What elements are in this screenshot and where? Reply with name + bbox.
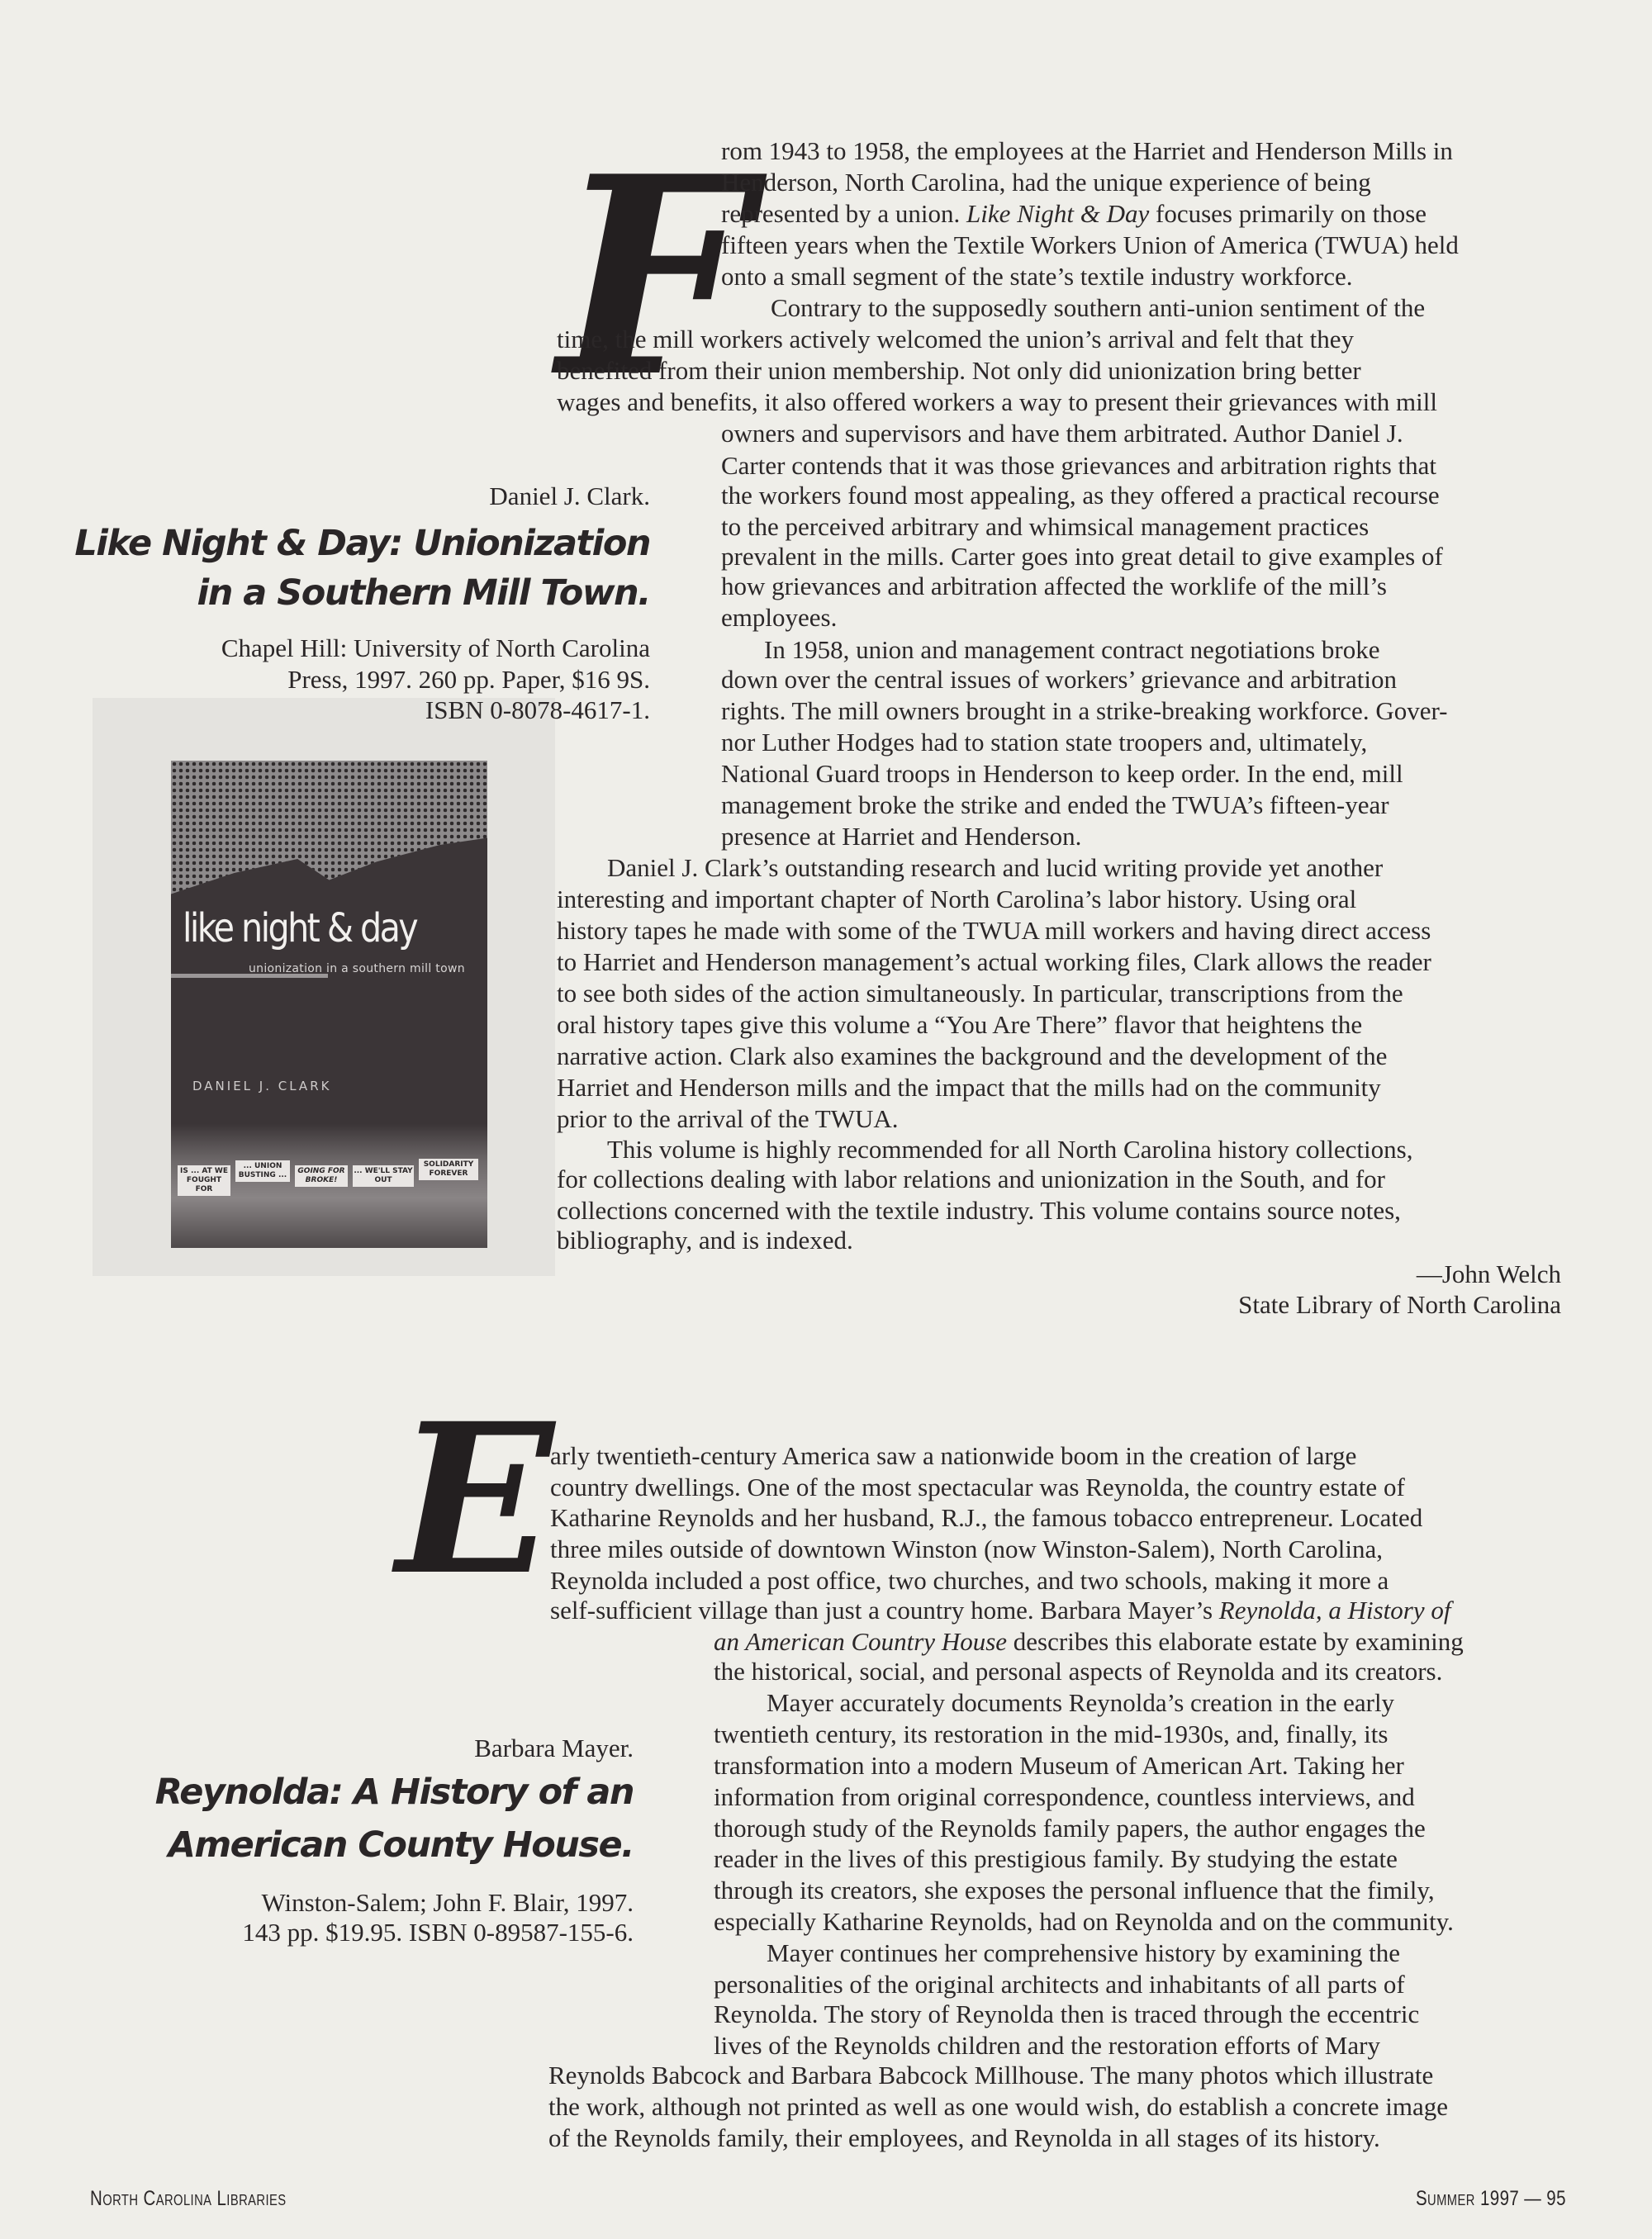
review1-body-line: fifteen years when the Textile Workers Union of America (TWUA) held [721, 230, 1459, 259]
review1-body-line: Harriet and Henderson mills and the impact that the mills had on the community [557, 1073, 1381, 1102]
review2-body-line: of the Reynolds family, their employees, and Reynolda in all stages of its history. [548, 2123, 1380, 2152]
review2-body-line: Reynolda. The story of Reynolda then is traced through the eccentric [714, 1999, 1420, 2028]
review2-body-line: especially Katharine Reynolds, had on Reynolda and on the community. [714, 1907, 1454, 1936]
review2-body-line: arly twentieth-century America saw a nationwide boom in the creation of large [550, 1441, 1357, 1470]
review2-isbn: 143 pp. $19.95. ISBN 0-89587-155-6. [242, 1918, 634, 1947]
footer-issue-page: Summer 1997 — 95 [1416, 2187, 1566, 2210]
review1-body-line: management broke the strike and ended the TWUA’s fifteen-year [721, 790, 1389, 819]
protest-sign: ... WE'LL STAY OUT [353, 1165, 414, 1187]
review1-body-line: National Guard troops in Henderson to keep order. In the end, mill [721, 759, 1403, 788]
italic-book-title: Reynolda, a History of [1218, 1596, 1451, 1625]
review1-body-line: wages and benefits, it also offered workers a way to present their grievances with mill [557, 387, 1438, 416]
review1-body-line: rom 1943 to 1958, the employees at the Harriet and Henderson Mills in [721, 136, 1453, 165]
review2-author: Barbara Mayer. [474, 1734, 634, 1762]
review1-body-line: prevalent in the mills. Carter goes into great detail to give examples of [721, 542, 1443, 571]
drop-cap-f: F [558, 116, 752, 437]
review2-title-line-2: American County House. [168, 1824, 634, 1866]
review1-body-line: Contrary to the supposedly southern anti-union sentiment of the [771, 293, 1426, 322]
protest-sign: ... UNION BUSTING ... [235, 1160, 290, 1182]
review1-body-line: how grievances and arbitration affected the worklife of the mill’s [721, 572, 1387, 600]
reviewer-name: —John Welch [1416, 1259, 1561, 1288]
review1-body-line: the workers found most appealing, as they offered a practical recourse [721, 481, 1440, 510]
drop-cap-e: E [396, 1378, 554, 1620]
cover-lace-pattern [171, 761, 487, 901]
italic-book-title: Like Night & Day [966, 199, 1150, 228]
review1-body-line: This volume is highly recommended for all North Carolina history collections, [607, 1135, 1413, 1164]
review1-body-line: Carter contends that it was those grievances and arbitration rights that [721, 451, 1437, 480]
review1-body-line: interesting and important chapter of North Carolina’s labor history. Using oral [557, 885, 1357, 913]
review2-body-line: the historical, social, and personal aspects of Reynolda and its creators. [714, 1657, 1443, 1686]
protest-sign: IS ... AT WE FOUGHT FOR [178, 1165, 230, 1196]
review1-body-line: for collections dealing with labor relations and unionization in the South, and for [557, 1165, 1385, 1193]
review1-body-line: Daniel J. Clark’s outstanding research and lucid writing provide yet another [607, 853, 1384, 882]
review1-publication-line: Chapel Hill: University of North Carolina [221, 633, 650, 662]
text-segment: self-sufficient village than just a country home. Barbara Mayer’s [550, 1596, 1219, 1625]
review2-body-line: Mayer accurately documents Reynolda’s creation in the early [767, 1688, 1395, 1717]
text-segment: represented by a union. [721, 199, 966, 228]
review1-body-line: rights. The mill owners brought in a strike-breaking workforce. Gover- [721, 696, 1448, 725]
review1-body-line: benefited from their union membership. Not only did unionization bring better [557, 356, 1361, 385]
review1-body-line: to the perceived arbitrary and whimsical management practices [721, 512, 1370, 541]
review2-body-line: thorough study of the Reynolds family papers, the author engages the [714, 1814, 1426, 1843]
review2-body-line: reader in the lives of this prestigious family. By studying the estate [714, 1844, 1398, 1873]
review1-isbn: ISBN 0-8078-4617-1. [425, 695, 650, 724]
review1-body-line: prior to the arrival of the TWUA. [557, 1104, 899, 1133]
review1-title-line-2: in a Southern Mill Town. [197, 572, 650, 614]
review1-body-line: presence at Harriet and Henderson. [721, 822, 1082, 851]
review2-body-line: Reynolds Babcock and Barbara Babcock Millhouse. The many photos which illustrate [548, 2061, 1434, 2090]
review2-body-line: three miles outside of downtown Winston (now Winston-Salem), North Carolina, [550, 1535, 1384, 1563]
review2-body-line: country dwellings. One of the most spectacular was Reynolda, the country estate of [550, 1473, 1405, 1501]
review2-publication-line: Winston-Salem; John F. Blair, 1997. [261, 1888, 634, 1917]
review1-body-line: employees. [721, 603, 838, 632]
review1-body-line: to see both sides of the action simultaneously. In particular, transcriptions from the [557, 979, 1403, 1008]
italic-book-title: an American Country House [714, 1627, 1008, 1656]
review2-body-line: Reynolda included a post office, two churches, and two schools, making it more a [550, 1566, 1389, 1595]
review1-publication-line: Press, 1997. 260 pp. Paper, $16 9S. [287, 665, 650, 694]
review1-body-line [721, 198, 1427, 230]
footer-publication: North Carolina Libraries [90, 2187, 287, 2210]
review2-body-line: through its creators, she exposes the personal influence that the fimily, [714, 1876, 1435, 1905]
review2-body-line: information from original correspondence, countless interviews, and [714, 1782, 1415, 1811]
review2-body-line: transformation into a modern Museum of American Art. Taking her [714, 1751, 1404, 1780]
review1-body-line: collections concerned with the textile industry. This volume contains source notes, [557, 1196, 1401, 1225]
review1-body-line: time, the mill workers actively welcomed the union’s arrival and felt that they [557, 325, 1355, 353]
review1-body-line: bibliography, and is indexed. [557, 1226, 853, 1255]
cover-author: DANIEL J. CLARK [192, 1079, 332, 1093]
review1-body-line: oral history tapes give this volume a “You Are There” flavor that heightens the [557, 1010, 1363, 1039]
review1-body-line: onto a small segment of the state’s textile industry workforce. [721, 262, 1353, 291]
review2-body-line [714, 1626, 1464, 1658]
review1-body-line: history tapes he made with some of the TWUA mill workers and having direct access [557, 916, 1431, 945]
review2-body-line: personalities of the original architects and inhabitants of all parts of [714, 1970, 1405, 1999]
review2-body-line: lives of the Reynolds children and the restoration efforts of Mary [714, 2031, 1380, 2060]
review2-body-line: Katharine Reynolds and her husband, R.J., the famous tobacco entrepreneur. Located [550, 1503, 1423, 1532]
review2-body-line: the work, although not printed as well as one would wish, do establish a concrete image [548, 2092, 1449, 2121]
review1-title-line-1: Like Night & Day: Unionization [74, 523, 650, 564]
review2-body-line [550, 1595, 1450, 1626]
review1-body-line: nor Luther Hodges had to station state troopers and, ultimately, [721, 728, 1368, 757]
review1-body-line: In 1958, union and management contract negotiations broke [764, 635, 1380, 664]
cover-title: like night & day [183, 905, 417, 951]
review1-body-line: owners and supervisors and have them arbitrated. Author Daniel J. [721, 419, 1403, 448]
protest-sign: SOLIDARITY FOREVER [419, 1159, 478, 1180]
protest-sign: GOING FOR BROKE! [295, 1165, 348, 1187]
review1-body-line: down over the central issues of workers’ grievance and arbitration [721, 665, 1398, 694]
reviewer-affiliation: State Library of North Carolina [1238, 1290, 1561, 1319]
review2-body-line: Mayer continues her comprehensive history by examining the [767, 1938, 1401, 1967]
text-segment: focuses primarily on those [1149, 199, 1427, 228]
review1-body-line: to Harriet and Henderson management’s actual working files, Clark allows the reader [557, 947, 1431, 976]
review2-title-line-1: Reynolda: A History of an [154, 1772, 634, 1813]
review1-body-line: Henderson, North Carolina, had the unique experience of being [721, 168, 1371, 197]
cover-protest-photo [171, 1124, 487, 1248]
cover-subtitle: unionization in a southern mill town [249, 962, 465, 975]
book-cover-image [171, 761, 487, 1248]
review1-author: Daniel J. Clark. [489, 481, 650, 510]
review2-body-line: twentieth century, its restoration in the mid-1930s, and, finally, its [714, 1720, 1389, 1748]
text-segment: describes this elaborate estate by examining [1007, 1627, 1464, 1656]
review1-body-line: narrative action. Clark also examines the background and the development of the [557, 1041, 1388, 1070]
